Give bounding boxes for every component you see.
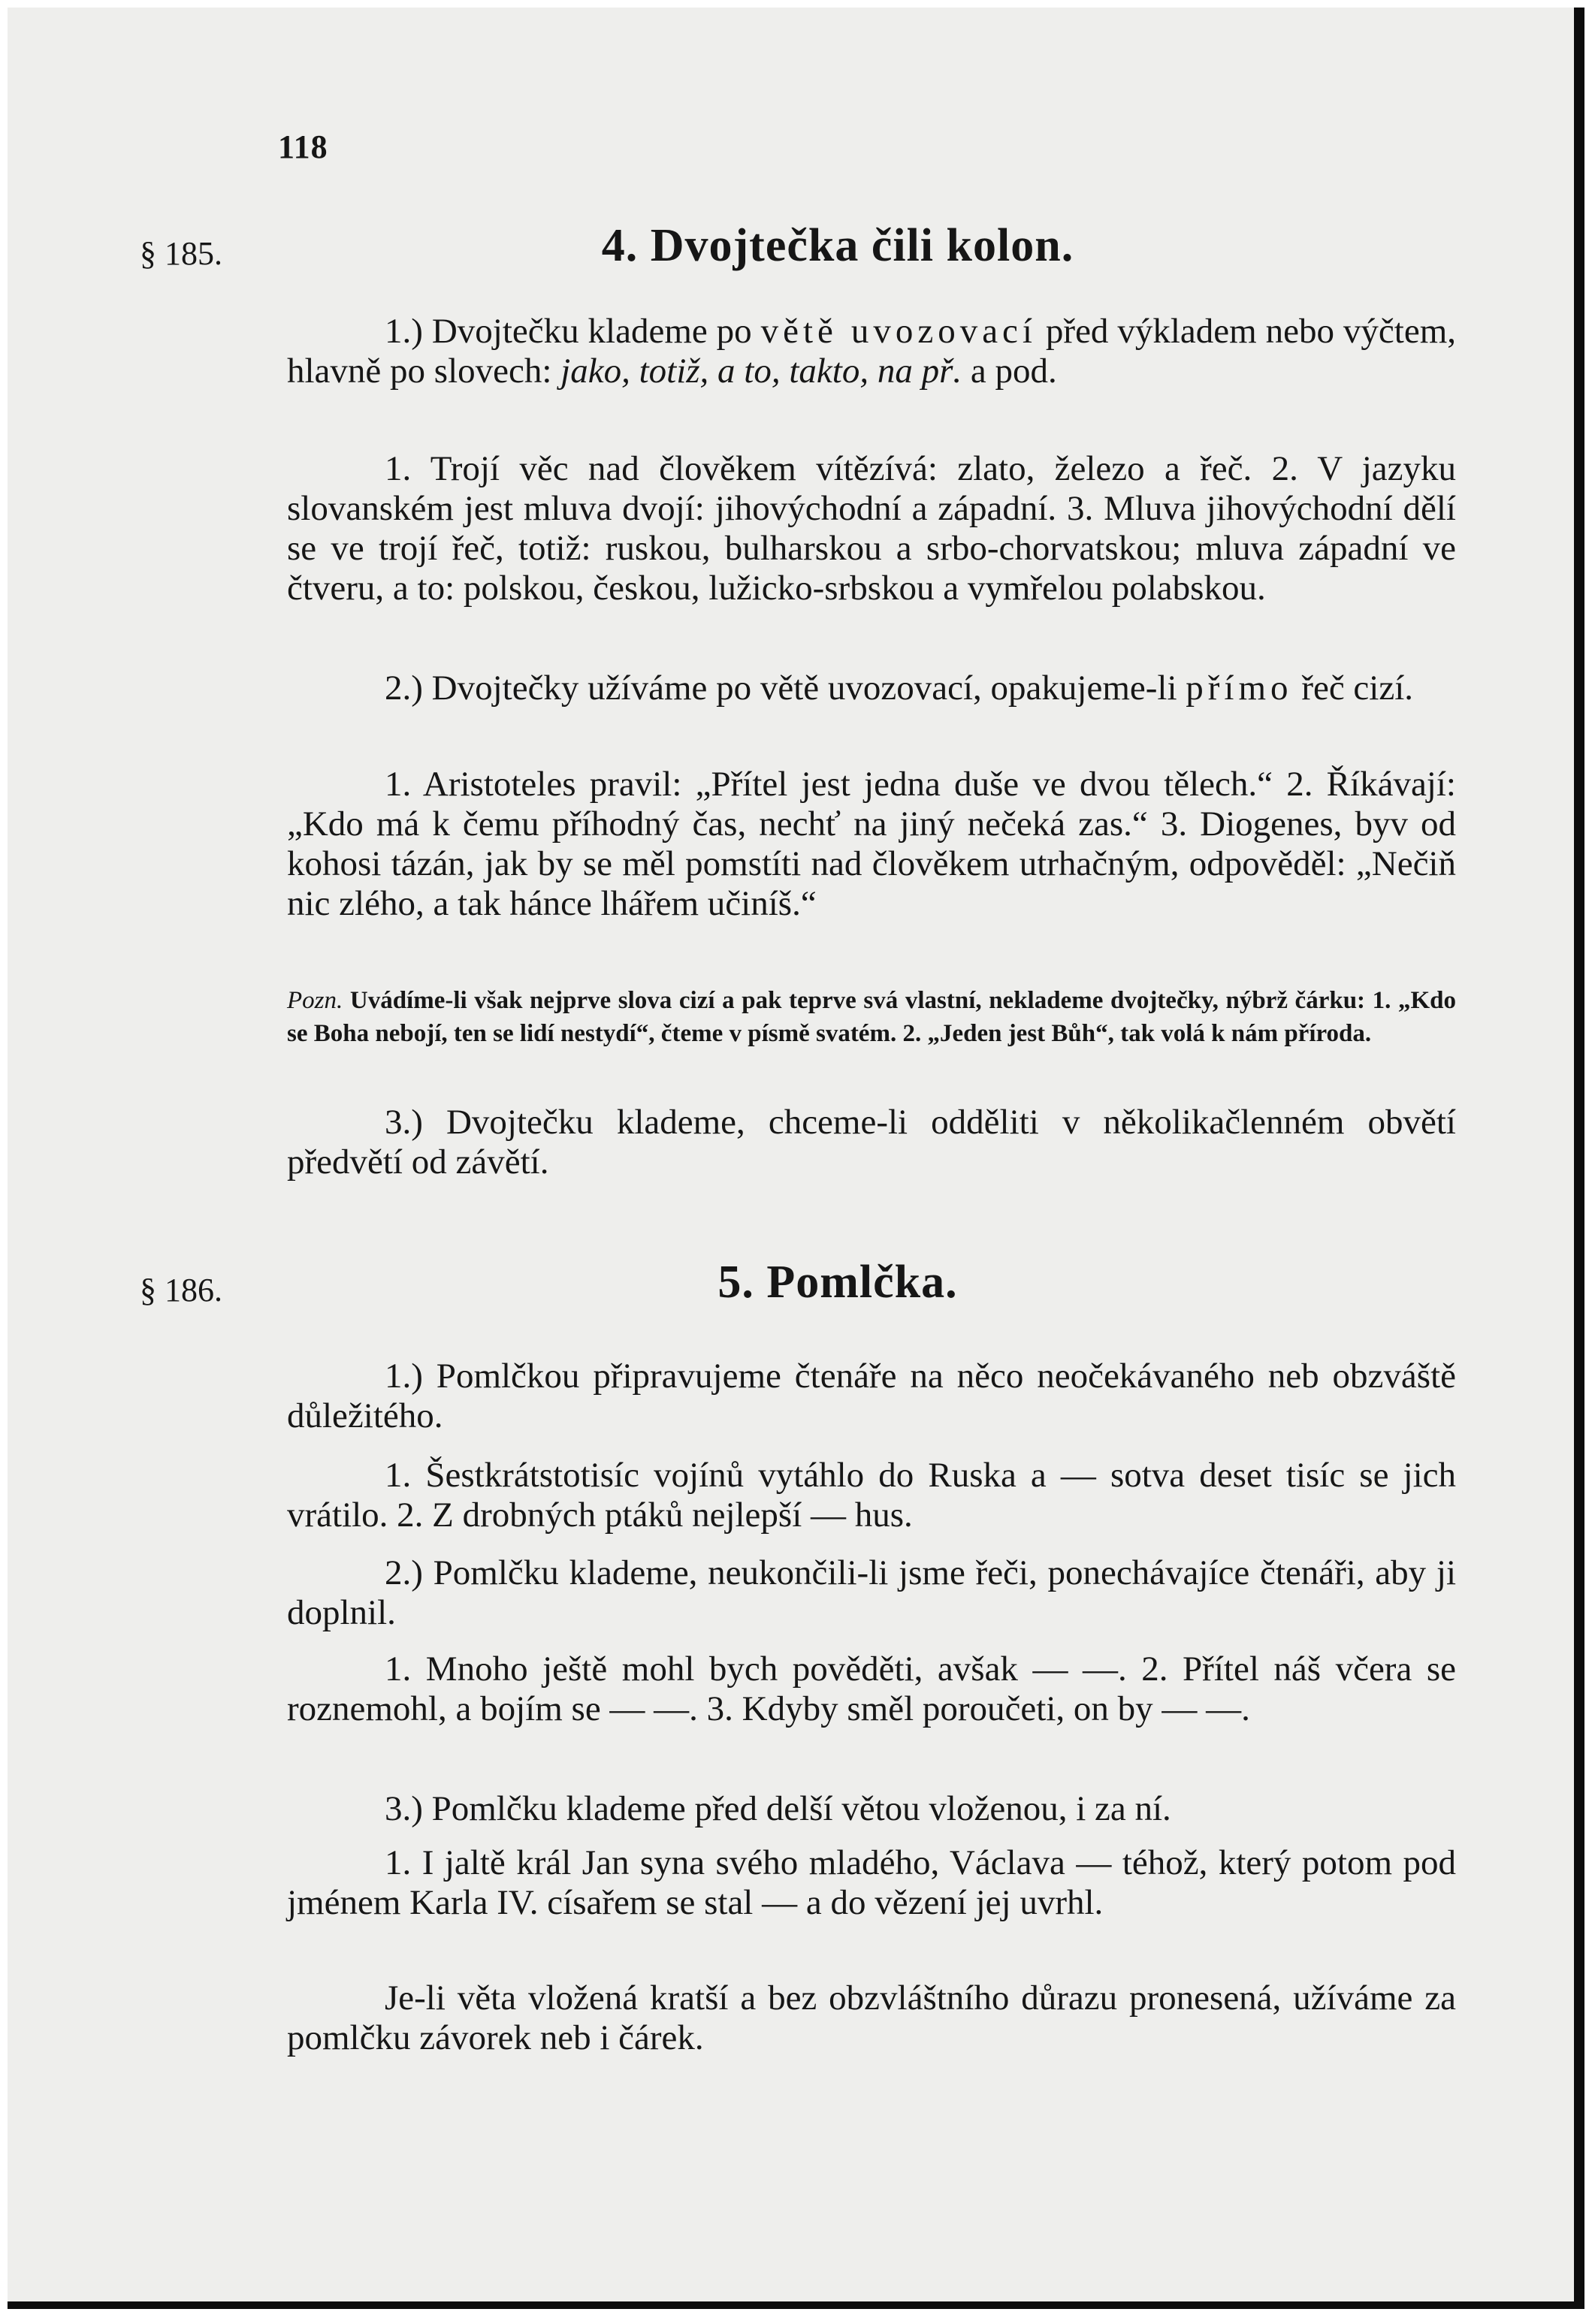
example-paragraph: 1. Aristoteles pravil: „Přítel jest jedna duše ve dvou tělech.“ 2. Říkávají: „Kdo má k čemu příhodný čas, nechť na jiný nečeká zas.“ 3. Diogenes, byv od kohosi tázán, jak by se měl pomstíti nad člověkem utrhačným, odpověděl: „Nečiň nic zlého, a tak hánce lhářem učiníš.“: [287, 765, 1456, 923]
example-paragraph: 1. Trojí věc nad člověkem vítězívá: zlato, železo a řeč. 2. V jazyku slovanském jest mluva dvojí: jihovýchodní a západní. 3. Mluva jihovýchodní dělí se ve trojí řeč, totiž: ruskou, bulharskou a srbo-chorvatskou; mluva západní ve čtveru, a to: polskou, českou, lužicko-srbskou a vymřelou polabskou.: [287, 449, 1456, 608]
rule-paragraph: 2.) Dvojtečky užíváme po větě uvozovací, opakujeme-li přímo řeč cizí.: [385, 669, 1414, 708]
section-186-heading: [8, 1256, 1563, 1323]
example-paragraph: 1. I jaltě král Jan syna svého mladého, Václava — téhož, který potom pod jménem Karla IV. císařem se stal — a do vězení jej uvrhl.: [287, 1843, 1456, 1922]
section-mark: § 186.: [140, 1272, 222, 1308]
rule-paragraph: 3.) Dvojtečku klademe, chceme-li odděliti v několikačlenném obvětí předvětí od závětí.: [287, 1103, 1456, 1182]
section-mark: § 185.: [140, 235, 222, 272]
rule-paragraph: 1.) Dvojtečku klademe po větě uvozovací před výkladem nebo výčtem, hlavně po slovech: jako, totiž, a to, takto, na př. a pod.: [287, 312, 1457, 391]
rule-paragraph: 2.) Pomlčku klademe, neukončili-li jsme řeči, ponechávajíce čtenáři, aby ji doplnil.: [287, 1553, 1456, 1632]
rule-paragraph: 1.) Pomlčkou připravujeme čtenáře na něco neočekávaného neb obzváště důležitého.: [287, 1357, 1456, 1435]
page-number: 118: [278, 128, 328, 165]
note-paragraph: Pozn. Uvádíme-li však nejprve slova cizí a pak teprve svá vlastní, neklademe dvojtečky, nýbrž čárku: 1. „Kdo se Boha nebojí, ten se lidí nestydí“, čteme v písmě svatém. 2. „Jeden jest Bůh“, tak volá k nám příroda.: [287, 987, 1457, 1047]
example-paragraph: 1. Šestkrátstotisíc vojínů vytáhlo do Ruska a — sotva deset tisíc se jich vrátilo. 2. Z drobných ptáků nejlepší — hus.: [287, 1456, 1456, 1535]
example-paragraph: 1. Mnoho ještě mohl bych pověděti, avšak — —. 2. Přítel náš včera se roznemohl, a bojím se — —. 3. Kdyby směl poroučeti, on by — —.: [287, 1649, 1456, 1728]
rule-paragraph: 3.) Pomlčku klademe před delší větou vloženou, i za ní.: [385, 1789, 1171, 1828]
section-title: 5. Pomlčka.: [717, 1257, 958, 1308]
section-title: 4. Dvojtečka čili kolon.: [601, 220, 1074, 271]
section-185-heading: [8, 219, 1563, 287]
book-page: [8, 8, 1584, 2309]
closing-paragraph: Je-li věta vložená kratší a bez obzvláštního důrazu pronesená, užíváme za pomlčku závorek neb i čárek.: [287, 1978, 1456, 2057]
